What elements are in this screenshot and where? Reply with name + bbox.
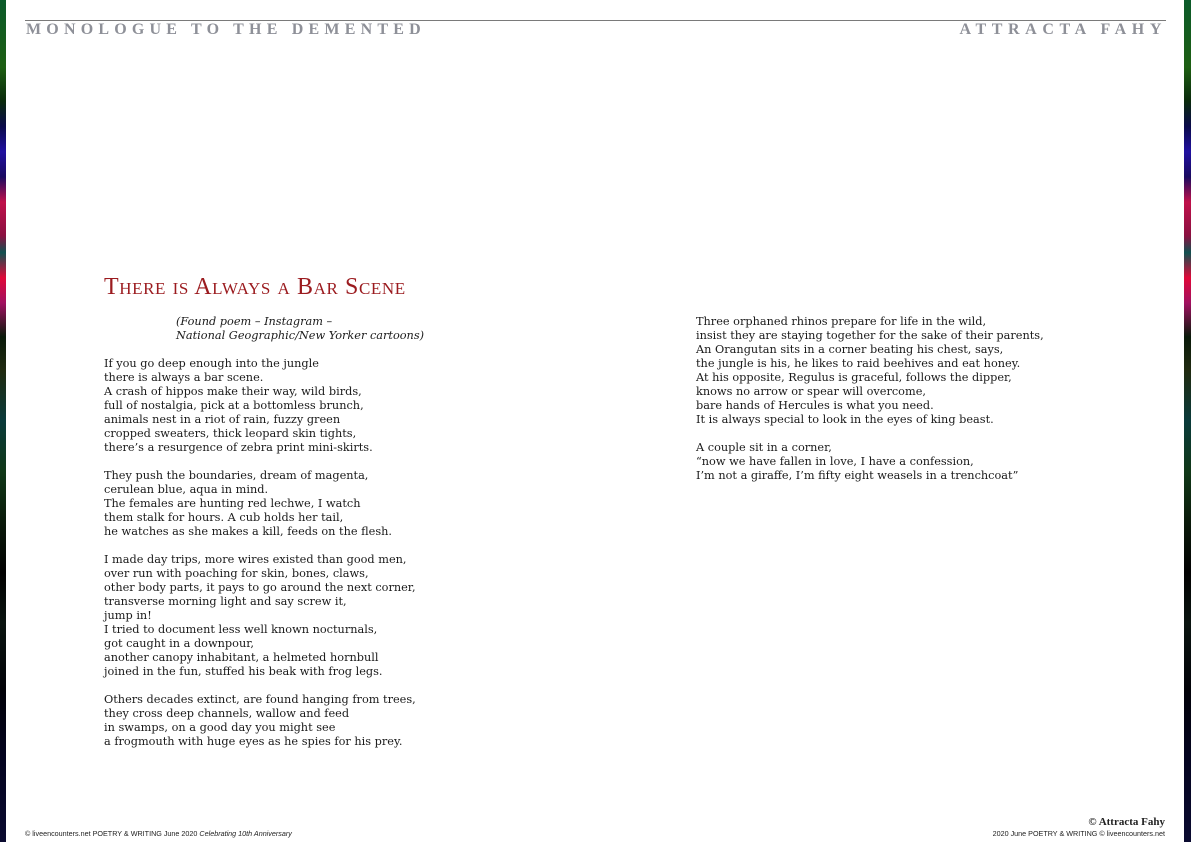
poem-line: An Orangutan sits in a corner beating his chest, says, (696, 343, 1004, 356)
poem-line: Others decades extinct, are found hanging from trees, (104, 693, 416, 706)
poem-line: there is always a bar scene. (104, 371, 264, 384)
poem-line: there’s a resurgence of zebra print mini-skirts. (104, 441, 373, 454)
poem-line: It is always special to look in the eyes of king beast. (696, 413, 994, 426)
decorative-edge-right (1184, 0, 1191, 842)
poem-title: There is Always a Bar Scene (104, 274, 406, 300)
poem-line: transverse morning light and say screw it, (104, 595, 347, 608)
stanza (696, 441, 1044, 483)
poem-line: another canopy inhabitant, a helmeted hornbull (104, 651, 379, 664)
poem-line: cropped sweaters, thick leopard skin tights, (104, 427, 357, 440)
poem-line: other body parts, it pays to go around the next corner, (104, 581, 416, 594)
footer-right: 2020 June POETRY & WRITING © liveencounters.net (992, 829, 1165, 838)
poem-line: I made day trips, more wires existed than good men, (104, 553, 407, 566)
stanza (696, 315, 1044, 427)
poem-line: A couple sit in a corner, (696, 441, 832, 454)
decorative-edge-left (0, 0, 6, 842)
poem-line: he watches as she makes a kill, feeds on the flesh. (104, 525, 393, 538)
stanza (104, 693, 416, 749)
poem-line: animals nest in a riot of rain, fuzzy green (104, 413, 341, 426)
poem-line: full of nostalgia, pick at a bottomless brunch, (104, 399, 364, 412)
poem-line: I tried to document less well known nocturnals, (104, 623, 378, 636)
poem-line: cerulean blue, aqua in mind. (104, 483, 269, 496)
poem-line: bare hands of Hercules is what you need. (696, 399, 934, 412)
subtitle-line: (Found poem – Instagram – (176, 315, 333, 328)
stanza (104, 357, 416, 455)
poem-line: jump in! (104, 609, 152, 622)
poem-line: in swamps, on a good day you might see (104, 721, 336, 734)
poem-line: got caught in a downpour, (104, 637, 254, 650)
poem-column-right (696, 315, 1044, 497)
subtitle-line: National Geographic/New Yorker cartoons) (176, 329, 425, 342)
footer-left (25, 829, 292, 838)
footer-left-anniversary: Celebrating 10th Anniversary (199, 829, 292, 838)
poem-line: they cross deep channels, wallow and feed (104, 707, 350, 720)
poem-line: At his opposite, Regulus is graceful, follows the dipper, (696, 371, 1012, 384)
poem-line: them stalk for hours. A cub holds her tail, (104, 511, 344, 524)
poem-line: Three orphaned rhinos prepare for life in the wild, (696, 315, 987, 328)
stanza (104, 469, 416, 539)
author-credit: © Attracta Fahy (1088, 816, 1165, 828)
stanza (104, 553, 416, 679)
poem-line: The females are hunting red lechwe, I watch (104, 497, 361, 510)
poem-line: a frogmouth with huge eyes as he spies for his prey. (104, 735, 403, 748)
poem-line: over run with poaching for skin, bones, claws, (104, 567, 369, 580)
poem-subtitle (176, 315, 424, 343)
poem-line: I’m not a giraffe, I’m fifty eight weasels in a trenchcoat” (696, 469, 1019, 482)
poem-line: joined in the fun, stuffed his beak with frog legs. (104, 665, 383, 678)
poem-line: knows no arrow or spear will overcome, (696, 385, 926, 398)
poem-line: the jungle is his, he likes to raid beehives and eat honey. (696, 357, 1021, 370)
poem-column-left (104, 357, 416, 763)
footer-left-text: © liveencounters.net POETRY & WRITING June 2020 (25, 829, 200, 838)
poem-line: A crash of hippos make their way, wild birds, (104, 385, 362, 398)
poem-line: They push the boundaries, dream of magenta, (104, 469, 369, 482)
poem-line: If you go deep enough into the jungle (104, 357, 319, 370)
poem-line: “now we have fallen in love, I have a confession, (696, 455, 974, 468)
running-head-author: ATTRACTA FAHY (959, 21, 1167, 38)
poem-line: insist they are staying together for the sake of their parents, (696, 329, 1044, 342)
running-head-section-title: MONOLOGUE TO THE DEMENTED (26, 21, 426, 38)
